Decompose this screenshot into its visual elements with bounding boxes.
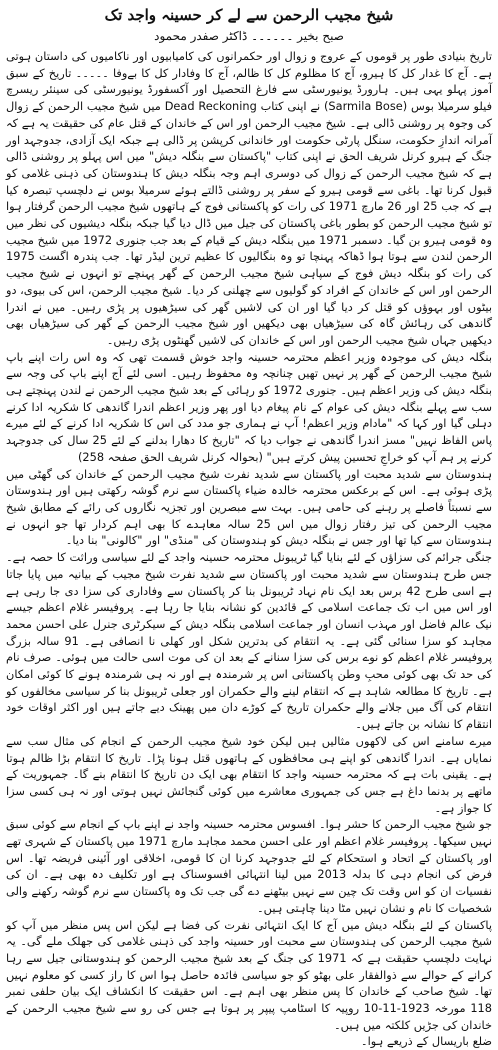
article-paragraph: میرے سامنے اس کی لاکھوں مثالیں ہیں لیکن خود شیخ مجیب الرحمن کے انجام کی مثال سب سے نمایاں ہے۔ اندرا گاندھی کو اپنے ہی محافظوں کے ہاتھوں قتل ہونا پڑا۔ تاریخ کا انتقام بڑا ظالم ہوتا ہے۔ یقینی بات ہے کہ محترمہ حسینہ واجد کا انتقام بھی ایک دن تاریخ کا انتقام بنے گا۔ جمہوریت کے ماتھے پر بدنما داغ ہے جس کی جمہوری معاشرے میں کوئی گنجائش نہیں ہوتی اور نہ ہی کسی سزا کا جواز ہے۔ — [6, 733, 492, 815]
article-paragraph: ہندوستان سے شدید محبت اور پاکستان سے شدید نفرت شیخ مجیب الرحمن کے خاندان کی گھٹی میں پڑی ہوئی ہے۔ اس کے برعکس محترمہ خالدہ ضیاء پاکستان سے نرم گوشہ رکھتی ہیں اور ہندوستان سے نسبتاً فاصلے پر رہنے کی حامی ہیں۔ بہت سے مبصرین اور تجزیہ نگاروں کی رائے کے مطابق شیخ مجیب الرحمن کی تیز رفتار زوال میں اس 25 سالہ معاہدے کا بھی اہم کردار تھا جو انہوں نے ہندوستان سے کیا تھا اور جس نے بنگلہ دیش کو ہندوستان کی "منڈی" اور "کالونی" بنا دیا۔ — [6, 466, 492, 548]
article-paragraph: تاریخ بنیادی طور پر قوموں کے عروج و زوال اور حکمرانوں کی کامیابیوں اور ناکامیوں کی داستان ہوتی ہے۔ آج کا غدار کل کا ہیرو، آج کا مظلوم کل کا ظالم، آج کا وفادار کل کا بےوفا ۔۔۔۔۔ تاریخ کے سبق آموز پہلو یہی ہیں۔ ہارورڈ یونیورسٹی سے فارغ التحصیل اور آکسفورڈ یونیورسٹی کی سینئر ریسرچ فیلو سرمیلا بوس (Sarmila Bose) نے اپنی کتاب Dead Reckoning میں شیخ مجیب الرحمن کے زوال کی وجوہ پر روشنی ڈالی ہے۔ شیخ مجیب الرحمن اور اس کے خاندان کے قتل عام کی حقیقت یہ ہے کہ آمرانہ اندازِ حکومت، سنگل پارٹی حکومت اور خاندانی کرپشن پر ڈالی ہے جبکہ ایک آزادی، جدوجہد اور جنگ کے ہیرو کرنل شریف الحق نے اپنی کتاب "پاکستان سے بنگلہ دیش" میں اس پہلو پر روشنی ڈالی ہے کہ شیخ مجیب الرحمن کے زوال کی دوسری اہم وجہ بنگلہ دیش کا ہندوستان کی ذہنی غلامی کو قبول کرنا تھا۔ باغی سے قومی ہیرو کے سفر پر روشنی ڈالتے ہوئے سرمیلا بوس نے دلچسپ تبصرہ کیا ہے کہ جب 25 اور 26 مارچ 1971 کی رات کو پاکستانی فوج کے ہاتھوں شیخ مجیب الرحمن گرفتار ہوا تو شیخ مجیب الرحمن کو بطور باغی پاکستان کی جیل میں ڈال دیا گیا جبکہ بنگلہ دیشیوں کی نظر میں وہ قومی ہیرو بن گیا۔ دسمبر 1971 میں بنگلہ دیش کے قیام کے بعد جب جنوری 1972 میں شیخ مجیب الرحمن لندن سے ہوتا ہوا ڈھاکہ پہنچا تو وہ بنگالیوں کا عظیم ترین لیڈر تھا۔ جب پندرہ اگست 1975 کی رات کو بنگلہ دیش فوج کے سپاہی شیخ مجیب الرحمن کے گھر پہنچے تو انہوں نے شیخ مجیب الرحمن اور اس کے خاندان کے افراد کو گولیوں سے چھلنی کر دیا۔ شیخ مجیب الرحمن، اس کی بیوی، دو بیٹوں اور بہوؤں کو قتل کر دیا گیا اور ان کی لاشیں گھر کی سیڑھیوں پر پڑی رہیں۔ میں نے اندرا گاندھی کی رہائش گاہ کی سیڑھیاں بھی دیکھیں اور شیخ مجیب الرحمن کے گھر کی سیڑھیاں بھی دیکھیں جہاں شیخ مجیب الرحمن اور اس کے خاندان کی لاشیں گھنٹوں پڑی رہیں۔ — [6, 49, 493, 347]
article-title: شیخ مجیب الرحمن سے لے کر حسینہ واجد تک — [104, 6, 394, 24]
article-paragraph: جو شیخ مجیب الرحمن کا حشر ہوا۔ افسوس محترمہ حسینہ واجد نے اپنے باپ کے انجام سے کوئی سبق نہیں سیکھا۔ پروفیسر غلام اعظم اور علی احسن محمد مجاہد مارچ 1971 میں پاکستان کے شہری تھے اور پاکستان کے اتحاد و استحکام کے لئے جدوجہد کرنا ان کا قومی، اخلاقی اور آئینی فریضہ تھا۔ اس فرض کی انجام دہی کا بدلہ 2013 میں لینا انتہائی افسوسناک ہے اور تکلیف دہ بھی ہے۔ ان کی نفسیات ان کو اس وقت تک چین سے نہیں بیٹھنے دے گی جب تک وہ پاکستان سے نرم گوشہ رکھنے والی شخصیات کا نام و نشان نہیں مٹا دینا چاہتی ہیں۔ — [6, 817, 492, 915]
article-body — [6, 48, 492, 1050]
article-paragraph: بنگلہ دیش کی موجودہ وزیر اعظم محترمہ حسینہ واجد خوش قسمت تھی کہ وہ اس رات اپنے باپ شیخ مجیب الرحمن کے گھر پر نہیں تھیں چنانچہ وہ محفوظ رہیں۔ اسی لئے آج اپنے باپ کی وجہ سے بنگلہ دیش کی وزیر اعظم ہیں۔ جنوری 1972 کو رہائی کے بعد شیخ مجیب الرحمن نے لندن پہنچتے ہی سب سے پہلے بنگلہ دیش کی عوام کے نام پیغام دیا اور پھر وزیر اعظم اندرا گاندھی کا شکریہ ادا کرنے دہلی گیا اور کہا کہ "مادام وزیر اعظم! آپ نے ہماری جو مدد کی اس کا شکریہ ادا کرنے کے لئے میرے پاس الفاظ نہیں" مسز اندرا گاندھی نے جواب دیا کہ "تاریخ کا دھارا بدلنے کے لئے 25 سال کی جدوجہد کرنے پر ہم آپ کو خراجِ تحسین پیش کرتے ہیں" (بحوالہ کرنل شریف الحق صفحہ 258) — [6, 349, 492, 464]
article-paragraph: پاکستان کے لئے بنگلہ دیش میں آج کا ایک انتہائی نفرت کی فضا ہے لیکن اس پس منظر میں آپ کو شیخ مجیب الرحمن کی ہندوستان سے محبت اور حسینہ واجد کی ذہنی غلامی کی جھلک ملے گی۔ یہ نہایت دلچسپ حقیقت ہے کہ 1971 کی جنگ کے بعد شیخ مجیب الرحمن کو ہندوستانی جیل سے رہا کرانے کے حوالے سے ذوالفقار علی بھٹو کو جو سیاسی فائدہ حاصل ہوا اس کا راز کسی کو معلوم نہیں تھا۔ شیخ صاحب کے خاندان کا پس منظر بھی اہم ہے۔ اس حقیقت کا انکشاف ایک بیان حلفی نمبر 118 مورخہ 1923-11-10 روپیہ کا اسٹامپ پیپر پر ہوتا ہے جس کی رو سے شیخ مجیب الرحمن کے خاندان کی جڑیں کلکتہ میں ہیں۔ — [6, 917, 492, 1032]
article-paragraph: ضلع باریسال کے ذریعے ہوا۔ — [360, 1034, 492, 1049]
article-byline: صبح بخیر ۔۔۔۔۔۔ ڈاکٹر صفدر محمود — [154, 29, 344, 43]
article-paragraph: جنگی جرائم کی سزاؤں کے لئے بنایا گیا ٹریبونل محترمہ حسینہ واجد کے لئے سیاسی وراثت کا حصہ ہے۔ جس طرح ہندوستان سے شدید محبت اور پاکستان سے شدید نفرت شیخ مجیب کے بیانیہ میں پایا جاتا ہے اسی طرح 42 برس بعد ایک نام نہاد ٹریبونل بنا کر پاکستان سے وفاداری کی سزا دی جا رہی ہے اور اس میں اب تک جماعت اسلامی کے قائدین کو نشانہ بنایا جا رہا ہے۔ پروفیسر غلام اعظم جیسے نیک عالم فاضل اور مہذب انسان اور جماعت اسلامی بنگلہ دیش کے سیکرٹری جنرل علی احسن محمد مجاہد کو سزا سنائی گئی ہے۔ یہ انتقام کی بدترین شکل اور کھلی نا انصافی ہے۔ 91 سالہ بزرگ پروفیسر غلام اعظم کو نوے برس کی سزا سنانے کے بعد ان کی موت اسی حالت میں ہوئی۔ صرف نام کی حد تک بھی کوئی محبِ وطن پاکستانی اس پر شرمندہ ہے اور نہ ہی شرمندہ ہونے کا کوئی امکان ہے۔ تاریخ کا مطالعہ شاہد ہے کہ انتقام لینے والے حکمران اور جعلی ٹریبونل بنا کر سیاسی مخالفوں کو انتقام کی آگ میں جلانے والے حکمران تاریخ کے کوڑے دان میں پھینک دیے جاتے ہیں اور اکثر اوقات خود انتقام کا نشانہ بن جاتے ہیں۔ — [6, 550, 492, 732]
